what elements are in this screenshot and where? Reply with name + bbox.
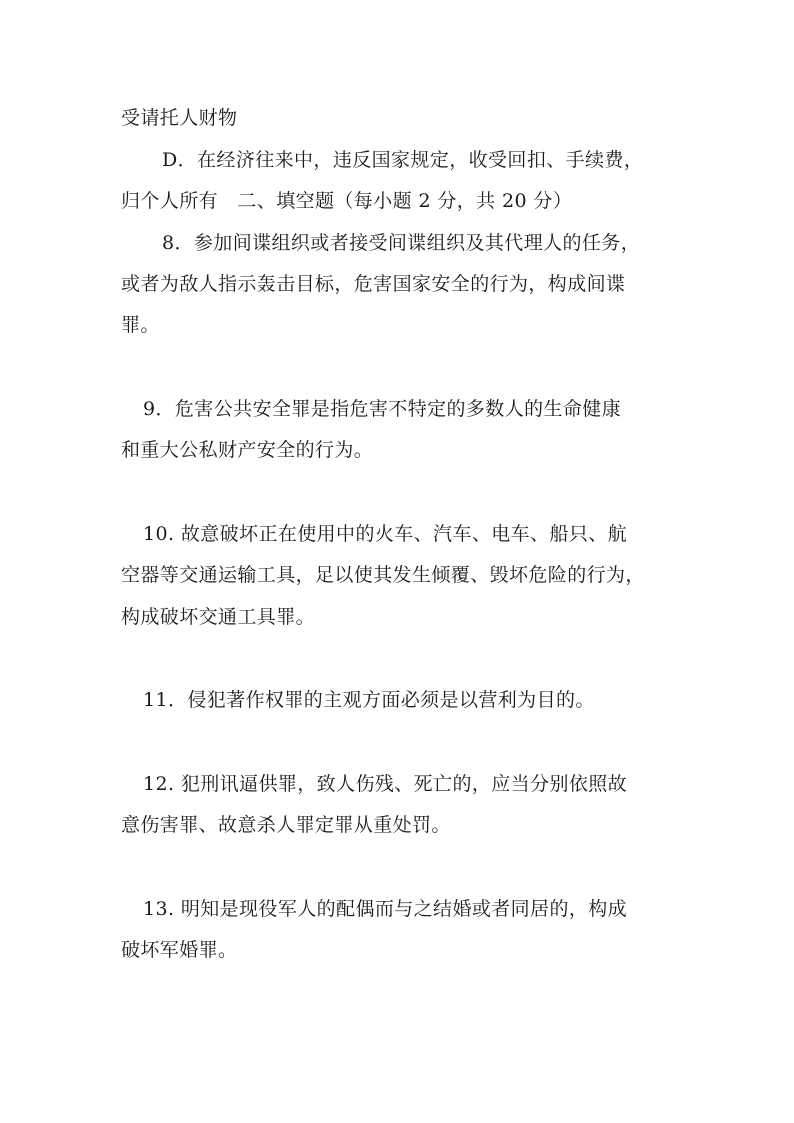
question-8-line-2: 或者为敌人指示轰击目标，危害国家安全的行为，构成间谍 xyxy=(121,273,626,295)
question-9-line-2: 和重大公私财产安全的行为。 xyxy=(121,439,374,461)
question-12-line-1: 12. 犯刑讯逼供罪，致人伤残、死亡的，应当分别依照故 xyxy=(143,773,628,795)
question-13-line-2: 破坏军婚罪。 xyxy=(121,939,238,961)
question-13-line-1: 13. 明知是现役军人的配偶而与之结婚或者同居的，构成 xyxy=(143,898,628,920)
question-8-line-1: 8．参加间谍组织或者接受间谍组织及其代理人的任务， xyxy=(162,232,641,254)
question-10-line-3: 构成破坏交通工具罪。 xyxy=(121,606,316,628)
question-10-line-1: 10. 故意破坏正在使用中的火车、汽车、电车、船只、航 xyxy=(143,523,628,545)
question-8-line-3: 罪。 xyxy=(121,314,160,336)
option-d-line-1: D．在经济往来中，违反国家规定，收受回扣、手续费， xyxy=(162,149,644,171)
question-10-line-2: 空器等交通运输工具，足以使其发生倾覆、毁坏危险的行为， xyxy=(121,564,645,586)
question-12-line-2: 意伤害罪、故意杀人罪定罪从重处罚。 xyxy=(121,814,451,836)
text-line-1: 受请托人财物 xyxy=(121,107,238,129)
question-9-line-1: 9．危害公共安全罪是指危害不特定的多数人的生命健康 xyxy=(143,398,622,420)
question-11-line-1: 11．侵犯著作权罪的主观方面必须是以营利为目的。 xyxy=(143,689,595,711)
option-d-line-2-and-section-heading: 归个人所有 二、填空题（每小题 2 分，共 20 分） xyxy=(121,190,573,212)
